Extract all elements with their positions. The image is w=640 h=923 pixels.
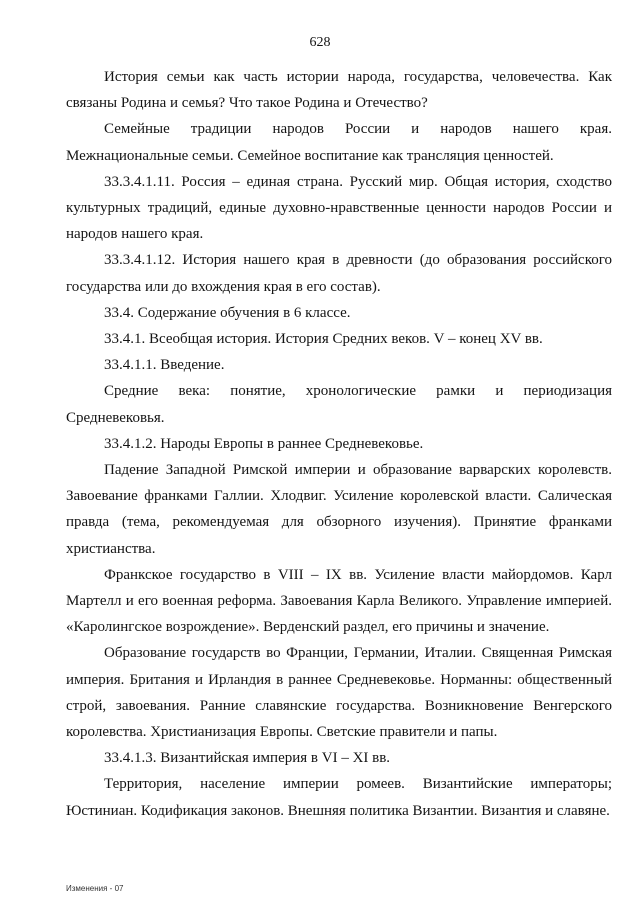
paragraph: Средние века: понятие, хронологические рамки и периодизация Средневековья. bbox=[66, 383, 612, 426]
section-heading: 33.4.1.3. Византийская империя в VI – XI вв. bbox=[104, 750, 391, 767]
footer-revision-note: Изменения - 07 bbox=[66, 884, 124, 893]
section-heading: 33.4. Содержание обучения в 6 классе. bbox=[104, 304, 351, 321]
paragraph: Образование государств во Франции, Германии, Италии. Священная Римская империя. Британия и Ирландия в раннее Средневековье. Норманны: общественный строй, завоевания. Ранние славянские государства. Возникновение Венгерского королевства. Христианизация Европы. Светские правители и папы. bbox=[66, 645, 612, 741]
paragraph: Семейные традиции народов России и народов нашего края. Межнациональные семьи. Семейное воспитание как трансляция ценностей. bbox=[66, 121, 612, 164]
paragraph: Территория, население империи ромеев. Византийские императоры; Юстиниан. Кодификация законов. Внешняя политика Византии. Византия и славяне. bbox=[66, 776, 612, 819]
section-heading: 33.4.1.2. Народы Европы в раннее Средневековье. bbox=[104, 435, 424, 452]
paragraph: Франкское государство в VIII – IX вв. Усиление власти майордомов. Карл Мартелл и его военная реформа. Завоевания Карла Великого. Управление империей. «Каролингское возрождение». Верденский раздел, его причины и значение. bbox=[66, 566, 612, 636]
section-heading: 33.4.1. Всеобщая история. История Средних веков. V – конец XV вв. bbox=[104, 331, 543, 348]
paragraph: История семьи как часть истории народа, государства, человечества. Как связаны Родина и семья? Что такое Родина и Отечество? bbox=[66, 69, 612, 112]
paragraph: 33.3.4.1.11. Россия – единая страна. Русский мир. Общая история, сходство культурных традиций, единые духовно-нравственные ценности народов России и народов нашего края. bbox=[66, 173, 612, 243]
page-body bbox=[66, 64, 612, 824]
paragraph: Падение Западной Римской империи и образование варварских королевств. Завоевание франками Галлии. Хлодвиг. Усиление королевской власти. Салическая правда (тема, рекомендуемая для обзорного изучения). Принятие франками христианства. bbox=[66, 462, 612, 557]
page-number: 628 bbox=[309, 35, 331, 50]
section-heading: 33.4.1.1. Введение. bbox=[104, 357, 225, 374]
paragraph: 33.3.4.1.12. История нашего края в древности (до образования российского государства или до вхождения края в его состав). bbox=[66, 252, 612, 295]
